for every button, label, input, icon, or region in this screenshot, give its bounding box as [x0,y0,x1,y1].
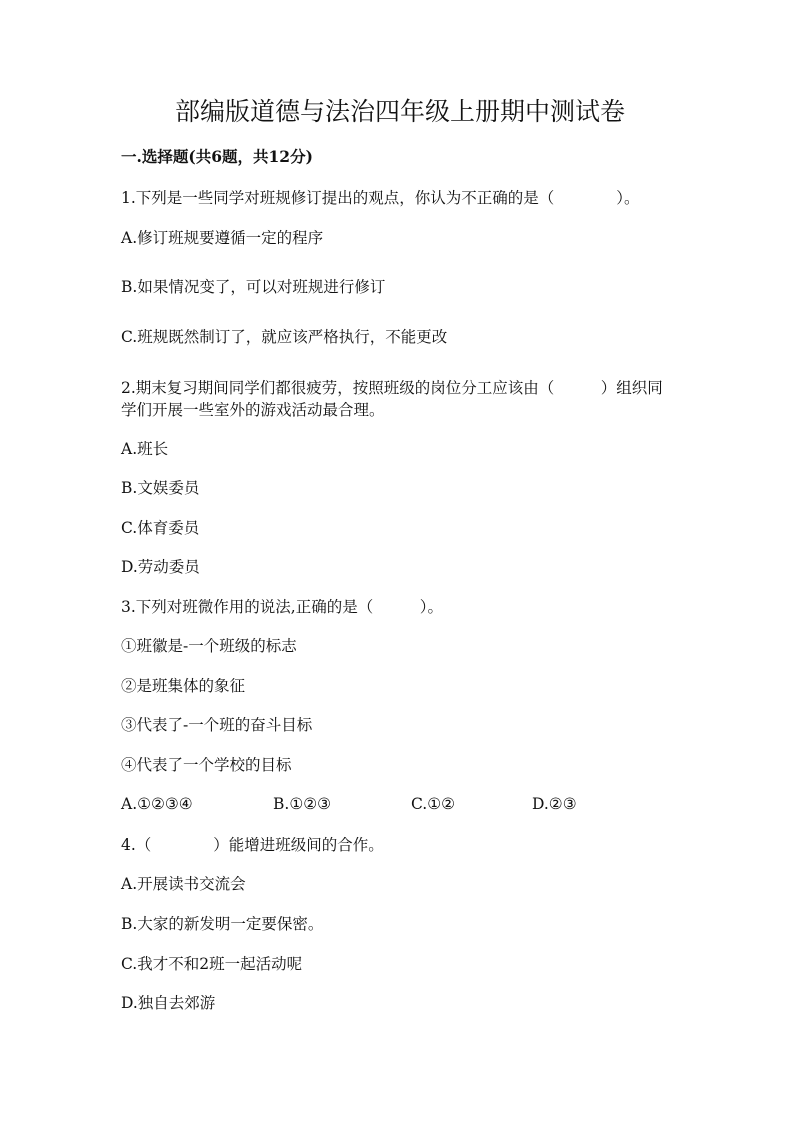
question-1-option-a: A.修订班规要遵循一定的程序 [121,229,324,247]
question-2-option-b: B.文娱委员 [121,479,200,497]
question-4-option-d: D.独自去郊游 [121,994,216,1012]
question-3-statement-3: ③代表了-一个班的奋斗目标 [121,716,313,734]
question-4-stem: 4.（ ）能增进班级间的合作。 [121,836,384,854]
question-2-stem-line-2: 学们开展一些室外的游戏活动最合理。 [121,401,385,419]
question-3-stem: 3.下列对班微作用的说法,正确的是（ ）。 [121,598,443,616]
question-4-option-c: C.我才不和2班一起活动呢 [121,955,303,973]
question-3-statement-4: ④代表了一个学校的目标 [121,756,292,774]
question-2-option-c: C.体育委员 [121,519,200,537]
question-2-stem-line-1: 2.期末复习期间同学们都很疲劳，按照班级的岗位分工应该由（ ）组织同 [121,379,663,397]
question-3-option-d: D.②③ [532,795,577,813]
question-3-statement-2: ②是班集体的象征 [121,677,246,695]
question-3-option-c: C.①② [411,795,456,813]
question-2-option-d: D.劳动委员 [121,558,200,576]
question-3-options [121,793,681,815]
section-heading: 一.选择题(共6题，共12分) [121,147,313,166]
question-4-option-a: A.开展读书交流会 [121,875,246,893]
question-1-stem: 1.下列是一些同学对班规修订提出的观点，你认为不正确的是（ ）。 [121,189,640,207]
question-3-option-b: B.①②③ [273,795,332,813]
question-1-option-b: B.如果情况变了，可以对班规进行修订 [121,278,386,296]
question-1-option-c: C.班规既然制订了，就应该严格执行，不能更改 [121,328,448,346]
question-2-option-a: A.班长 [121,440,169,458]
question-4-option-b: B.大家的新发明一定要保密。 [121,915,324,933]
page-title: 部编版道德与法治四年级上册期中测试卷 [174,97,625,126]
question-3-option-a: A.①②③④ [121,795,193,813]
question-3-statement-1: ①班徽是-一个班级的标志 [121,637,297,655]
